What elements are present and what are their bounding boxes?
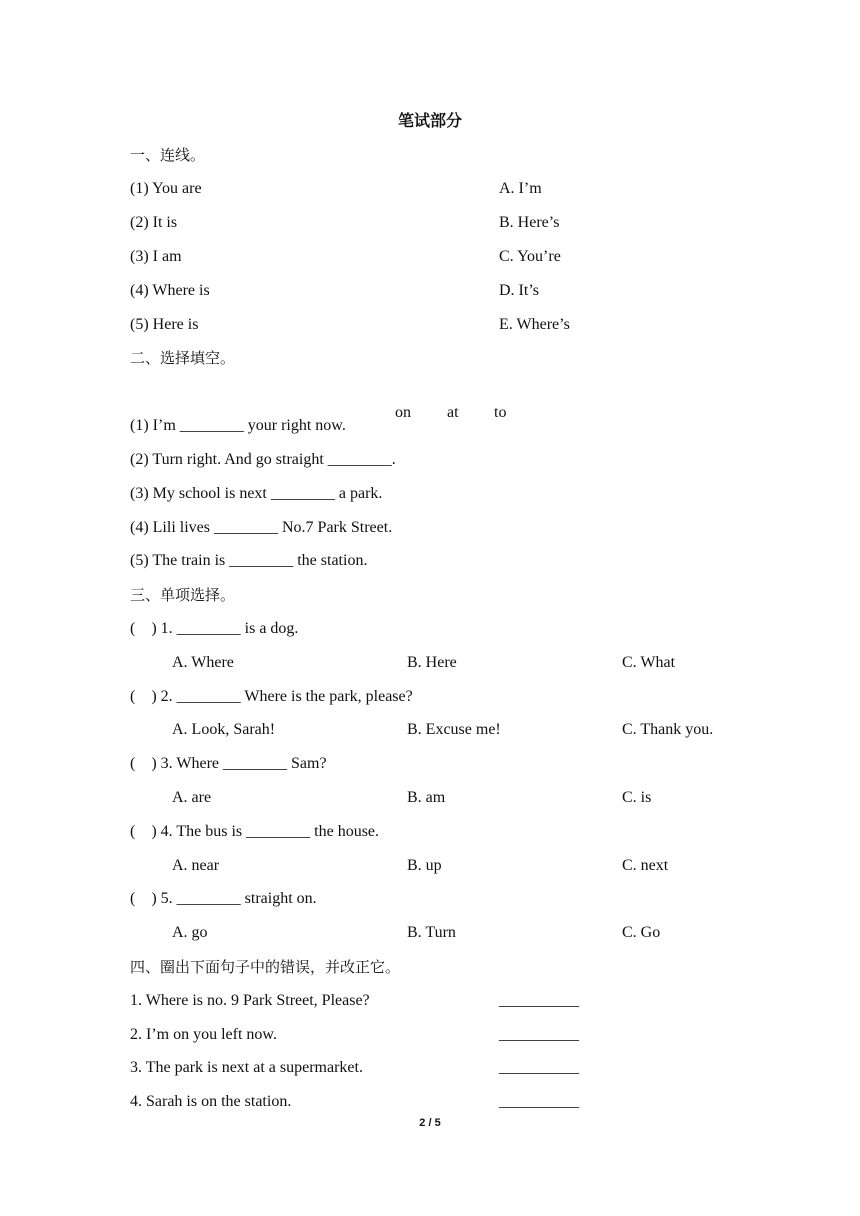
question-4: ( ) 4. The bus is ________ the house. — [130, 823, 380, 840]
match-right-d: D. It’s — [499, 282, 539, 299]
fill-item-3: (3) My school is next ________ a park. — [130, 485, 383, 502]
q4-option-c: C. next — [622, 857, 669, 874]
match-right-b: B. Here’s — [499, 214, 560, 231]
q2-option-c: C. Thank you. — [622, 721, 714, 738]
q2-option-a: A. Look, Sarah! — [172, 721, 276, 738]
correction-blank-2: __________ — [499, 1026, 579, 1043]
q4-option-a: A. near — [172, 857, 220, 874]
q3-option-c: C. is — [622, 789, 652, 806]
q5-option-c: C. Go — [622, 924, 661, 941]
correction-item-1: 1. Where is no. 9 Park Street, Please? — [130, 992, 370, 1009]
word-to: to — [494, 404, 507, 421]
fill-item-1: (1) I’m ________ your right now. — [130, 417, 346, 434]
fill-item-4: (4) Lili lives ________ No.7 Park Street. — [130, 519, 393, 536]
q5-option-b: B. Turn — [407, 924, 456, 941]
q3-option-b: B. am — [407, 789, 446, 806]
word-at: at — [447, 404, 459, 421]
page-number: 2 / 5 — [419, 1117, 441, 1129]
section-4-heading: 四、圈出下面句子中的错误，并改正它。 — [130, 958, 401, 976]
word-on: on — [395, 404, 411, 421]
correction-item-3: 3. The park is next at a supermarket. — [130, 1059, 363, 1076]
match-left-3: (3) I am — [130, 248, 182, 265]
q1-option-c: C. What — [622, 654, 676, 671]
question-3: ( ) 3. Where ________ Sam? — [130, 755, 327, 772]
q4-option-b: B. up — [407, 857, 442, 874]
q1-option-b: B. Here — [407, 654, 457, 671]
section-2-heading: 二、选择填空。 — [130, 349, 236, 367]
question-2: ( ) 2. ________ Where is the park, please? — [130, 688, 413, 705]
section-3-heading: 三、单项选择。 — [130, 586, 236, 604]
correction-blank-4: __________ — [499, 1093, 579, 1110]
match-right-a: A. I’m — [499, 180, 542, 197]
match-right-c: C. You’re — [499, 248, 561, 265]
correction-blank-1: __________ — [499, 992, 579, 1009]
section-1-heading: 一、连线。 — [130, 146, 206, 164]
question-5: ( ) 5. ________ straight on. — [130, 890, 317, 907]
match-left-4: (4) Where is — [130, 282, 210, 299]
match-left-1: (1) You are — [130, 180, 202, 197]
correction-item-2: 2. I’m on you left now. — [130, 1026, 277, 1043]
page-title: 笔试部分 — [397, 113, 462, 130]
q2-option-b: B. Excuse me! — [407, 721, 501, 738]
question-1: ( ) 1. ________ is a dog. — [130, 620, 299, 637]
fill-item-5: (5) The train is ________ the station. — [130, 552, 368, 569]
word-bank — [387, 383, 506, 423]
correction-item-4: 4. Sarah is on the station. — [130, 1093, 292, 1110]
q1-option-a: A. Where — [172, 654, 234, 671]
fill-item-2: (2) Turn right. And go straight ________. — [130, 451, 396, 468]
q3-option-a: A. are — [172, 789, 212, 806]
correction-blank-3: __________ — [499, 1059, 579, 1076]
q5-option-a: A. go — [172, 924, 208, 941]
match-right-e: E. Where’s — [499, 316, 570, 333]
match-left-2: (2) It is — [130, 214, 178, 231]
match-left-5: (5) Here is — [130, 316, 199, 333]
